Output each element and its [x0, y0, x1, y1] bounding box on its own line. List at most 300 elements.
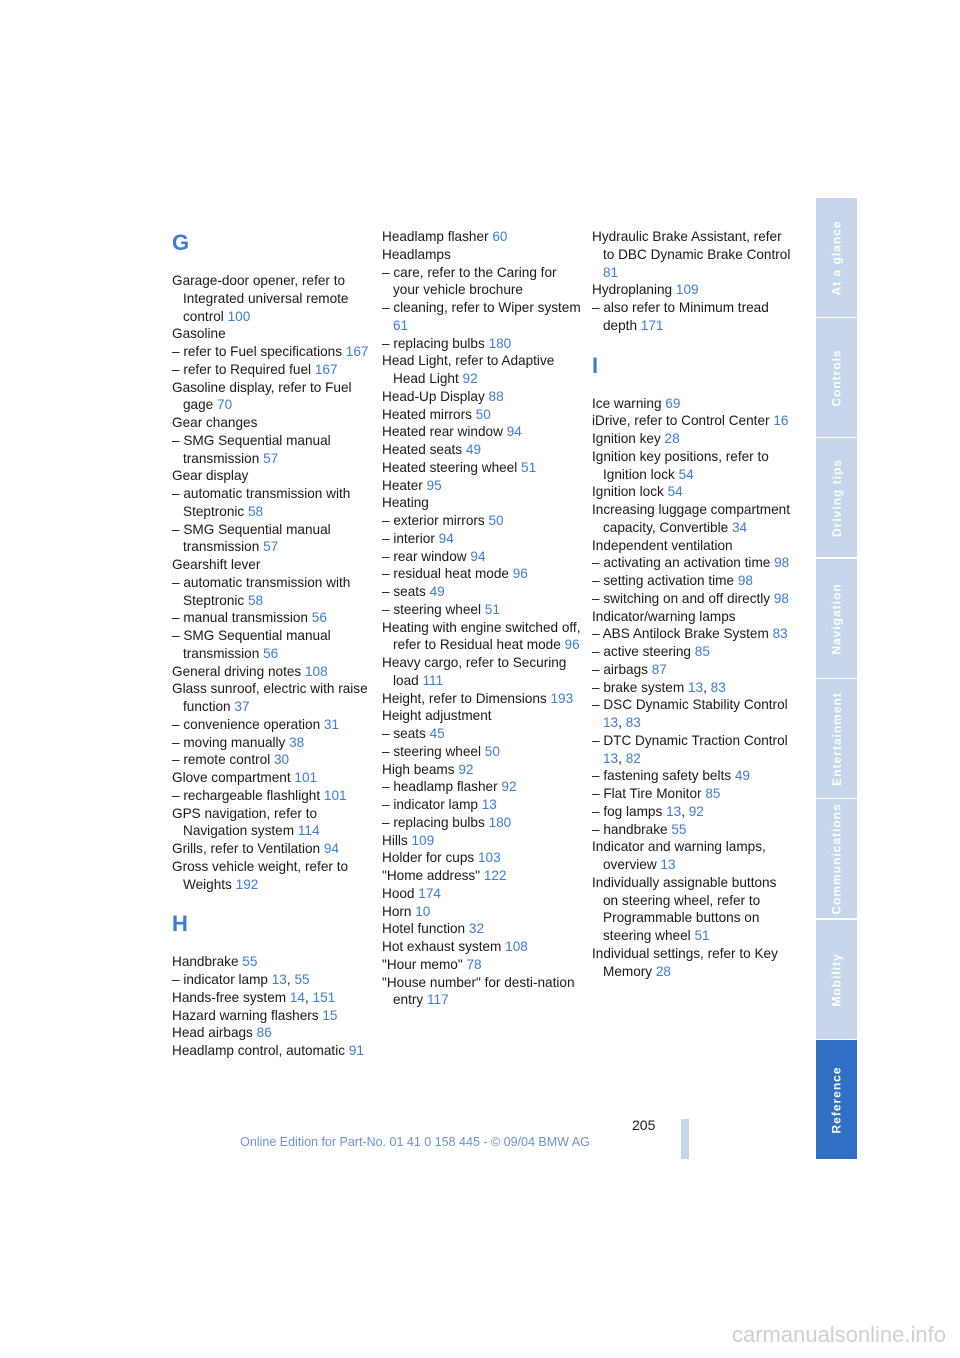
page-link[interactable]: 13 — [660, 857, 676, 872]
entry-text: – Flat Tire Monitor — [592, 786, 706, 801]
entry-text: Head-Up Display — [382, 388, 489, 404]
index-entry — [592, 554, 792, 572]
page-link[interactable]: 88 — [488, 388, 504, 404]
page-link[interactable]: 38 — [289, 734, 305, 750]
index-entry — [172, 361, 372, 379]
index-column-1 — [172, 228, 372, 1060]
page-link[interactable]: 15 — [322, 1007, 338, 1023]
index-entry — [382, 565, 582, 583]
page-link[interactable]: 13 — [271, 972, 287, 987]
tab-entertainment[interactable] — [816, 679, 857, 798]
index-entry — [382, 352, 582, 388]
entry-text: Gasoline — [172, 326, 226, 342]
page-link[interactable]: 37 — [234, 699, 250, 714]
page-link[interactable]: 10 — [415, 903, 431, 919]
section-letter: H — [172, 911, 188, 937]
page-link[interactable]: 13 — [666, 803, 682, 819]
entry-text: – seats — [382, 584, 430, 599]
entry-text: Glass sunroof, electric with raise function — [172, 681, 368, 714]
page-link[interactable]: 109 — [675, 282, 699, 298]
entry-text: Gear display — [172, 468, 249, 484]
page-link[interactable]: 58 — [247, 503, 264, 519]
page-link[interactable]: 55 — [294, 972, 310, 987]
index-entry — [592, 395, 792, 413]
entry-text: Garage-door opener, refer to Integrated universal remote control — [172, 273, 349, 324]
entry-text: – indicator lamp — [172, 972, 272, 987]
index-entry — [382, 814, 582, 832]
entry-text: Headlamp control, automatic — [172, 1043, 349, 1058]
tab-label: Driving tips — [829, 458, 844, 537]
entry-text: Hazard warning flashers — [172, 1007, 323, 1023]
tab-label: Communications — [829, 802, 844, 915]
page-link[interactable]: 60 — [492, 229, 508, 244]
page-link[interactable]: 192 — [235, 876, 259, 892]
index-entry — [592, 299, 792, 335]
index-entry — [382, 725, 582, 743]
page-link[interactable]: 96 — [564, 637, 580, 653]
index-entry — [172, 1024, 372, 1042]
tab-at-a-glance[interactable] — [816, 198, 857, 317]
page-link[interactable]: 180 — [488, 814, 512, 830]
entry-text: Holder for cups — [382, 850, 478, 866]
entry-text: Hydroplaning — [592, 282, 676, 298]
entry-text: Handbrake — [172, 954, 243, 970]
entry-text: Independent ventilation — [592, 537, 733, 553]
entry-text: Ice warning — [592, 395, 666, 411]
index-entry — [592, 661, 792, 679]
index-entry — [382, 796, 582, 814]
index-entry — [172, 663, 372, 681]
entry-text: Hotel function — [382, 921, 469, 937]
index-column-3 — [592, 228, 792, 980]
index-entry — [592, 448, 792, 484]
page-link[interactable]: 85 — [694, 644, 710, 659]
entry-text: – setting activation time — [592, 573, 738, 588]
entry-text: Heated mirrors — [382, 406, 476, 422]
page-link[interactable]: 92 — [458, 761, 474, 777]
index-entry — [592, 625, 792, 643]
index-entry — [172, 787, 372, 805]
entry-text: – steering wheel — [382, 601, 485, 617]
page-link[interactable]: 13 — [603, 715, 619, 730]
entry-text: – fastening safety belts — [592, 768, 735, 784]
page-link[interactable]: 57 — [263, 539, 279, 555]
page-link[interactable]: 45 — [429, 726, 445, 741]
index-entry — [382, 406, 582, 424]
index-entry — [382, 849, 582, 867]
tab-controls[interactable] — [816, 318, 857, 437]
index-entry — [382, 228, 582, 246]
index-entry — [592, 838, 792, 874]
entry-text: – headlamp flasher — [382, 779, 502, 795]
index-entry — [382, 583, 582, 601]
index-entry — [172, 485, 372, 521]
index-entry — [382, 335, 582, 353]
page-link[interactable]: 94 — [506, 424, 522, 440]
entry-text: Hills — [382, 832, 412, 848]
index-entry — [592, 608, 792, 626]
entry-text: – convenience operation — [172, 716, 324, 732]
section-letter: G — [172, 230, 190, 255]
entry-text: Individually assignable buttons on steering wheel, refer to Programmable buttons on steering wheel — [592, 874, 777, 943]
page-link[interactable]: 28 — [664, 431, 680, 446]
page-link[interactable]: 55 — [242, 954, 258, 970]
index-entry — [382, 956, 582, 974]
page-link[interactable]: 57 — [263, 450, 279, 466]
index-entry — [382, 832, 582, 850]
entry-text: Headlamp flasher — [382, 229, 493, 244]
entry-text: – seats — [382, 726, 430, 741]
entry-text: – care, refer to the Caring for your vehicle brochure — [382, 264, 557, 298]
index-entry — [382, 920, 582, 938]
entry-text: – SMG Sequential manual transmission — [172, 432, 331, 466]
index-entry: – fog lamps 13, 92 — [592, 803, 704, 819]
index-entry: – DTC Dynamic Traction Control 13, 82 — [592, 732, 788, 766]
entry-text: GPS navigation, refer to Navigation system — [172, 805, 318, 839]
entry-text: – handbrake — [592, 821, 672, 837]
entry-text: Height, refer to Dimensions — [382, 690, 551, 706]
page-link[interactable]: 50 — [488, 513, 504, 528]
page-link[interactable]: 193 — [550, 690, 574, 706]
index-entry — [382, 423, 582, 441]
page-link[interactable]: 98 — [773, 590, 789, 606]
entry-text: – rechargeable flashlight — [172, 787, 324, 803]
page-link[interactable]: 92 — [501, 779, 517, 795]
index-entry — [382, 938, 582, 956]
page-link[interactable]: 86 — [256, 1025, 272, 1041]
tab-label: Mobility — [829, 952, 844, 1007]
entry-text: Ignition key positions, refer to Ignition lock — [592, 448, 769, 482]
tab-label: Controls — [829, 348, 844, 407]
entry-text: Hydraulic Brake Assistant, refer to DBC Dynamic Brake Control — [592, 229, 791, 262]
entry-text: Increasing luggage compartment capacity, Convertible — [592, 502, 790, 535]
index-entry — [172, 521, 372, 557]
entry-text: Gasoline display, refer to Fuel gage — [172, 379, 352, 413]
index-entry: Hands-free system 14, 151 — [172, 989, 336, 1005]
entry-text: – SMG Sequential manual transmission — [172, 521, 331, 555]
page-link[interactable]: 58 — [247, 592, 264, 608]
page-link[interactable]: 78 — [466, 956, 482, 972]
page-link[interactable]: 51 — [521, 459, 537, 475]
index-entry — [382, 477, 582, 495]
index-entry — [172, 751, 372, 769]
index-entry — [592, 874, 792, 945]
page-link[interactable]: 95 — [426, 477, 442, 493]
entry-text: Heated seats — [382, 442, 466, 457]
page-link[interactable]: 31 — [323, 716, 340, 732]
index-entry — [592, 430, 792, 448]
entry-text: Gearshift lever — [172, 557, 261, 572]
page-link[interactable]: 56 — [263, 645, 279, 661]
entry-text: – moving manually — [172, 734, 290, 750]
entry-text: Height adjustment — [382, 708, 492, 724]
index-entry — [382, 761, 582, 779]
page-link[interactable]: 69 — [665, 395, 681, 411]
index-entry — [592, 228, 792, 281]
index-column-2 — [382, 228, 582, 1009]
entry-text: Head airbags — [172, 1025, 257, 1041]
page-link[interactable]: 49 — [429, 584, 445, 599]
page-link[interactable]: 96 — [512, 566, 528, 582]
page-link[interactable]: 14 — [289, 989, 305, 1005]
index-entry — [382, 743, 582, 761]
entry-text: Horn — [382, 903, 416, 919]
index-entry — [382, 299, 582, 335]
page-link[interactable]: 111 — [422, 672, 444, 688]
entry-text: Gross vehicle weight, refer to Weights — [172, 858, 349, 892]
entry-text: – manual transmission — [172, 610, 312, 626]
index-entry — [172, 734, 372, 752]
index-entry — [172, 769, 372, 787]
entry-text: Heating with engine switched off, refer to Residual heat mode — [382, 619, 581, 653]
page-link[interactable]: 122 — [483, 868, 507, 883]
page-link[interactable]: 30 — [274, 752, 290, 768]
index-entry — [172, 627, 372, 663]
tab-label: At a glance — [829, 219, 844, 296]
entry-text: – fog lamps — [592, 803, 667, 819]
index-entry — [592, 821, 792, 839]
tab-communications[interactable] — [816, 799, 857, 918]
entry-text: – rear window — [382, 548, 471, 564]
entry-text: – DTC Dynamic Traction Control — [592, 732, 788, 748]
page-link[interactable]: 51 — [484, 601, 500, 617]
page-link[interactable]: 98 — [737, 573, 753, 588]
page-link[interactable]: 108 — [305, 663, 328, 679]
page-link[interactable]: 49 — [734, 768, 750, 784]
entry-text: – automatic transmission with Steptronic — [172, 486, 351, 519]
entry-text: – DSC Dynamic Stability Control — [592, 697, 788, 713]
page-link[interactable]: 13 — [481, 797, 497, 812]
entry-text: – automatic transmission with Steptronic — [172, 574, 351, 608]
index-entry — [592, 537, 792, 555]
index-entry — [382, 246, 582, 264]
page-number: 205 — [632, 1117, 656, 1133]
index-entry — [172, 325, 372, 343]
entry-text: iDrive, refer to Control Center — [592, 413, 774, 429]
page-link[interactable]: 50 — [484, 743, 500, 759]
page-link[interactable]: 70 — [217, 397, 233, 413]
page-link[interactable]: 101 — [323, 787, 347, 803]
page-link[interactable]: 83 — [710, 679, 726, 695]
entry-text: Ignition key — [592, 431, 665, 446]
page-link[interactable]: 50 — [475, 406, 491, 422]
index-entry — [382, 548, 582, 566]
index-entry — [382, 512, 582, 530]
entry-text: Grills, refer to Ventilation — [172, 841, 324, 856]
footer-edition — [0, 1135, 960, 1149]
index-entry — [382, 903, 582, 921]
page-link[interactable]: 167 — [314, 361, 338, 377]
index-entry — [172, 953, 372, 971]
tab-label: Reference — [829, 1065, 844, 1134]
entry-text: Hands-free system — [172, 989, 290, 1005]
entry-text: – ABS Antilock Brake System — [592, 626, 773, 642]
index-entry — [172, 716, 372, 734]
tab-navigation[interactable] — [816, 559, 857, 678]
page-link[interactable]: 61 — [393, 317, 409, 333]
index-entry — [592, 945, 792, 981]
entry-text: Hood — [382, 885, 419, 901]
index-entry — [592, 501, 792, 537]
entry-text: – activating an activation time — [592, 555, 775, 571]
entry-text: Headlamps — [382, 246, 451, 262]
index-entry — [382, 867, 582, 885]
index-entry — [172, 858, 372, 894]
index-entry — [382, 264, 582, 300]
index-entry — [172, 343, 372, 361]
page-link[interactable]: 28 — [655, 963, 671, 979]
index-entry — [592, 590, 792, 608]
index-entry — [382, 690, 582, 708]
entry-text: "House number" for desti-nation entry — [382, 974, 575, 1008]
tab-driving-tips[interactable] — [816, 438, 857, 557]
entry-text: Heavy cargo, refer to Securing load — [382, 655, 567, 688]
section-gap — [172, 893, 372, 909]
index-entry — [172, 805, 372, 841]
entry-text: – SMG Sequential manual transmission — [172, 628, 331, 661]
index-entry — [172, 556, 372, 574]
tab-mobility[interactable] — [816, 920, 857, 1039]
page-link[interactable]: 167 — [345, 344, 369, 359]
tab-label: Navigation — [829, 582, 844, 655]
page-link[interactable]: 92 — [688, 803, 704, 819]
page-link[interactable]: 174 — [418, 885, 441, 901]
index-entry — [592, 643, 792, 661]
page-link[interactable]: 56 — [311, 610, 327, 626]
section-tabs — [816, 198, 857, 1160]
page-link[interactable]: 49 — [465, 442, 482, 457]
page-link[interactable]: 100 — [227, 308, 251, 324]
entry-text: Heated steering wheel — [382, 459, 522, 475]
index-entry — [592, 281, 792, 299]
page-link[interactable]: 94 — [470, 548, 486, 564]
section-letter: I — [592, 352, 599, 378]
index-entry — [382, 654, 582, 690]
index-entry — [382, 530, 582, 548]
index-entry — [172, 467, 372, 485]
entry-text: – also refer to Minimum tread depth — [592, 300, 769, 333]
index-entry — [172, 379, 372, 415]
page-link[interactable]: 94 — [438, 530, 454, 546]
page-link[interactable]: 109 — [411, 832, 435, 848]
entry-text: Head Light, refer to Adaptive Head Light — [382, 353, 555, 386]
page-link[interactable]: 91 — [348, 1043, 364, 1058]
entry-text: General driving notes — [172, 663, 305, 679]
index-entry — [172, 272, 372, 325]
page-link[interactable]: 51 — [694, 928, 710, 943]
index-entry — [592, 483, 792, 501]
entry-text: Gear changes — [172, 415, 258, 430]
page-link[interactable]: 180 — [488, 335, 512, 351]
page-link[interactable]: 92 — [462, 371, 478, 386]
entry-text: Indicator and warning lamps, overview — [592, 839, 766, 872]
index-entry: – brake system 13, 83 — [592, 679, 726, 695]
watermark: carmanualsonline.info — [731, 1322, 946, 1347]
page-link[interactable]: 83 — [625, 715, 641, 730]
entry-text: Glove compartment — [172, 770, 295, 785]
index-entry — [592, 785, 792, 803]
entry-text: "Home address" — [382, 868, 484, 883]
entry-text: High beams — [382, 761, 459, 777]
index-entry — [382, 778, 582, 796]
page-link[interactable]: 55 — [671, 821, 687, 837]
page-link[interactable]: 13 — [603, 750, 619, 766]
entry-text: Heated rear window — [382, 424, 507, 440]
entry-text: – replacing bulbs — [382, 335, 489, 351]
page-link[interactable]: 171 — [640, 317, 664, 333]
index-entry — [172, 414, 372, 432]
page-link[interactable]: 87 — [651, 661, 667, 677]
page-link[interactable]: 16 — [773, 413, 789, 429]
entry-text: Heater — [382, 477, 427, 493]
page-link[interactable]: 85 — [705, 786, 721, 801]
page-link[interactable]: 83 — [772, 626, 788, 642]
page-link[interactable]: 114 — [297, 823, 320, 839]
entry-text: – indicator lamp — [382, 797, 482, 812]
page-link[interactable]: 32 — [468, 921, 485, 937]
entry-text: – remote control — [172, 752, 274, 768]
page-link[interactable]: 94 — [323, 841, 339, 856]
index-entry: – indicator lamp 13, 55 — [172, 972, 310, 987]
section-gap — [592, 335, 792, 351]
page-link[interactable]: 82 — [625, 750, 641, 766]
index-entry — [172, 840, 372, 858]
index-entry — [172, 432, 372, 468]
index-entry — [172, 1042, 372, 1060]
entry-text: – replacing bulbs — [382, 814, 489, 830]
index-entry — [382, 459, 582, 477]
page-link[interactable]: 98 — [774, 555, 790, 571]
index-entry — [172, 609, 372, 627]
index-entry — [592, 767, 792, 785]
index-entry — [172, 680, 372, 716]
page-link[interactable]: 81 — [603, 264, 619, 280]
entry-text: – steering wheel — [382, 743, 485, 759]
entry-text: – active steering — [592, 644, 695, 659]
page-link[interactable]: 103 — [477, 850, 501, 866]
entry-text: Hot exhaust system — [382, 939, 506, 954]
entry-text: Ignition lock — [592, 484, 668, 500]
tab-label: Entertainment — [829, 691, 844, 786]
index-entry: – DSC Dynamic Stability Control 13, 83 — [592, 697, 788, 730]
index-entry — [592, 412, 792, 430]
index-entry — [382, 974, 582, 1010]
page-link[interactable]: 34 — [731, 519, 748, 535]
entry-text: – refer to Required fuel — [172, 361, 315, 377]
index-entry — [382, 601, 582, 619]
index-entry — [172, 574, 372, 610]
page-link[interactable]: 108 — [505, 939, 528, 954]
index-entry — [592, 572, 792, 590]
page-link[interactable]: 54 — [678, 466, 694, 482]
entry-text: – brake system — [592, 679, 688, 695]
index-entry — [382, 707, 582, 725]
page-link[interactable]: 54 — [667, 484, 683, 500]
index-entry — [382, 885, 582, 903]
page-link[interactable]: 13 — [687, 679, 704, 695]
entry-text: Individual settings, refer to Key Memory — [592, 945, 778, 979]
entry-text: – cleaning, refer to Wiper system — [382, 300, 581, 315]
index-entry — [382, 494, 582, 512]
entry-text: "Hour memo" — [382, 956, 467, 972]
entry-text: – airbags — [592, 661, 652, 677]
page-link[interactable]: 151 — [312, 989, 336, 1005]
index-entry — [382, 619, 582, 655]
index-entry — [172, 1007, 372, 1025]
entry-text: Indicator/warning lamps — [592, 608, 736, 624]
page-link[interactable]: 117 — [427, 992, 449, 1008]
page-link[interactable]: 101 — [294, 770, 318, 785]
